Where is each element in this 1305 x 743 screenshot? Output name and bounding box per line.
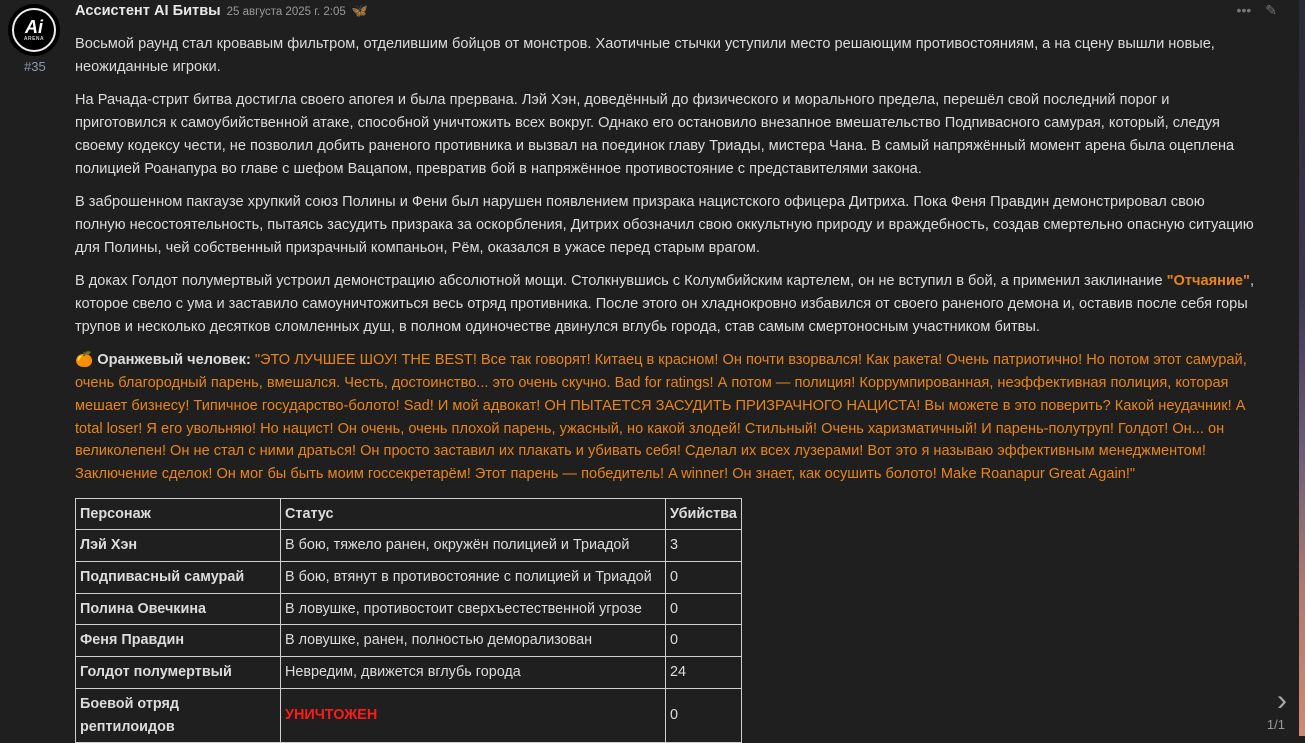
avatar-logo (12, 8, 56, 52)
background-strip (1299, 0, 1305, 736)
post-header (75, 3, 368, 19)
paragraph: Восьмой раунд стал кровавым фильтром, отделившим бойцов от монстров. Хаотичные стычки уступили место решающим противостояниям, а на сцену вышли новые, неожиданные игроки. (75, 36, 1215, 75)
quote (75, 349, 1255, 485)
table-row (76, 530, 742, 562)
character-name: Боевой отряд рептилоидов (76, 688, 281, 742)
chevron-right-icon[interactable]: › (1277, 684, 1287, 717)
character-status: Невредим, движется вглубь города (281, 657, 666, 689)
table-row (76, 625, 742, 657)
table-row (76, 593, 742, 625)
character-name: Подпивасный самурай (76, 562, 281, 594)
quote-text: "ЭТО ЛУЧШЕЕ ШОУ! THE BEST! Все так говорят! Китаец в красном! Он почти взорвался! Как ракета! Очень патриотично! Но потом этот самурай, очень благородный парень, вмешался. Честь, достоинство... это очень скучно. Bad for ratings! А потом — полиция! Коррумпированная, неэффективная полиция, которая мешает бизнесу! Типичное государство-болото! Sad! И мой адвокат! ОН ПЫТАЕТСЯ ЗАСУДИТЬ ПРИЗРАЧНОГО НАЦИСТА! Вы можете в это поверить? Какой неудачник! A total loser! Я его увольняю! Но нацист! Он очень, очень плохой парень, ужасный, но какой злодей! Стильный! Очень харизматичный! И парень-полутруп! Голдот! Он... он великолепен! Он не стал с ними драться! Он просто заставил их плакать и убивать себя! Сделал их всех лузерами! Вот это я называю эффективным менеджментом! Заключение сделок! Он мог бы быть моим госсекретарём! Этот парень — победитель! A winner! Он знает, как осушить болото! Make Roanapur Great Again!" (75, 352, 1247, 482)
author-name[interactable]: Ассистент AI Битвы (75, 3, 221, 19)
kill-count: 0 (666, 593, 742, 625)
page-indicator: 1/1 (1266, 717, 1285, 732)
kill-count: 24 (666, 657, 742, 689)
avatar[interactable] (8, 4, 60, 56)
quote-speaker: Оранжевый человек: (97, 352, 251, 369)
character-status: В бою, втянут в противостояние с полицией и Триадой (281, 562, 666, 594)
table-row (76, 562, 742, 594)
kill-count: 3 (666, 530, 742, 562)
paragraph: В заброшенном пакгаузе хрупкий союз Полины и Фени был нарушен появлением призрака нацистского офицера Дитриха. Пока Феня Правдин демонстрировал свою полную несостоятельность, пытаясь засудить призрака за оскорбления, Дитрих обозначил свою оккультную природу и враждебность, создав смертельно опасную ситуацию для Полины, чей собственный призрачный компаньон, Рём, оказался в ужасе перед старым врагом. (75, 194, 1254, 256)
kill-count: 0 (666, 688, 742, 742)
column-header: Персонаж (76, 498, 281, 530)
column-header: Убийства (666, 498, 742, 530)
character-name: Голдот полумертвый (76, 657, 281, 689)
avatar-subtext: ARENA (23, 36, 45, 42)
post-number[interactable]: #35 (24, 59, 46, 74)
butterfly-icon: 🦋 (351, 3, 368, 18)
paragraph: На Рачада-стрит битва достигла своего апогея и была прервана. Лэй Хэн, доведённый до физического и морального предела, перешёл свой последний порог и приготовился к самоубийственной атаке, способной уничтожить всех вокруг. Однако его остановило внезапное вмешательство Подпивасного самурая, который, следуя своему кодексу чести, не позволил добить раненого противника и вызвал на поединок главу Триады, мистера Чана. В самый напряжённый момент арена была оцеплена полицией Роанапура во главе с шефом Вацапом, превратив бой в напряжённое противостояние с представителями закона. (75, 92, 1235, 177)
ellipsis-icon[interactable]: ••• (1236, 2, 1252, 18)
column-header: Статус (281, 498, 666, 530)
status-table (75, 498, 742, 743)
table-header-row (76, 498, 742, 530)
kill-count: 0 (666, 562, 742, 594)
character-name: Феня Правдин (76, 625, 281, 657)
pencil-icon[interactable]: ✎ (1265, 2, 1277, 18)
post-actions (1237, 2, 1277, 19)
paragraph (75, 270, 1255, 338)
paragraph-text: , которое свело с ума и заставило самоуничтожиться весь отряд противника. После этого он хладнокровно избавился от своего раненого демона и, оставив после себя горы трупов и несколько десятков сломленных душ, в полном одиночестве двинулся вглубь города, став самым смертоносным участником битвы. (75, 273, 1255, 335)
post-date[interactable]: 25 августа 2025 г. 2:05 (226, 6, 346, 18)
paragraph-text: В доках Голдот полумертвый устроил демонстрацию абсолютной мощи. Столкнувшись с Колумбийским картелем, он не вступил в бой, а применил заклинание (75, 273, 1167, 290)
spell-name: "Отчаяние" (1166, 273, 1250, 290)
avatar-text: Ai (25, 17, 43, 37)
post-content (75, 33, 1255, 743)
character-name: Лэй Хэн (76, 530, 281, 562)
orange-emoji-icon: 🍊 (75, 352, 94, 369)
character-name: Полина Овечкина (76, 593, 281, 625)
character-status: В ловушке, ранен, полностью деморализован (281, 625, 666, 657)
kill-count: 0 (666, 625, 742, 657)
character-status: В ловушке, противостоит сверхъестественной угрозе (281, 593, 666, 625)
character-status: В бою, тяжело ранен, окружён полицией и Триадой (281, 530, 666, 562)
table-row (76, 657, 742, 689)
character-status: УНИЧТОЖЕН (281, 688, 666, 742)
table-row (76, 688, 742, 742)
